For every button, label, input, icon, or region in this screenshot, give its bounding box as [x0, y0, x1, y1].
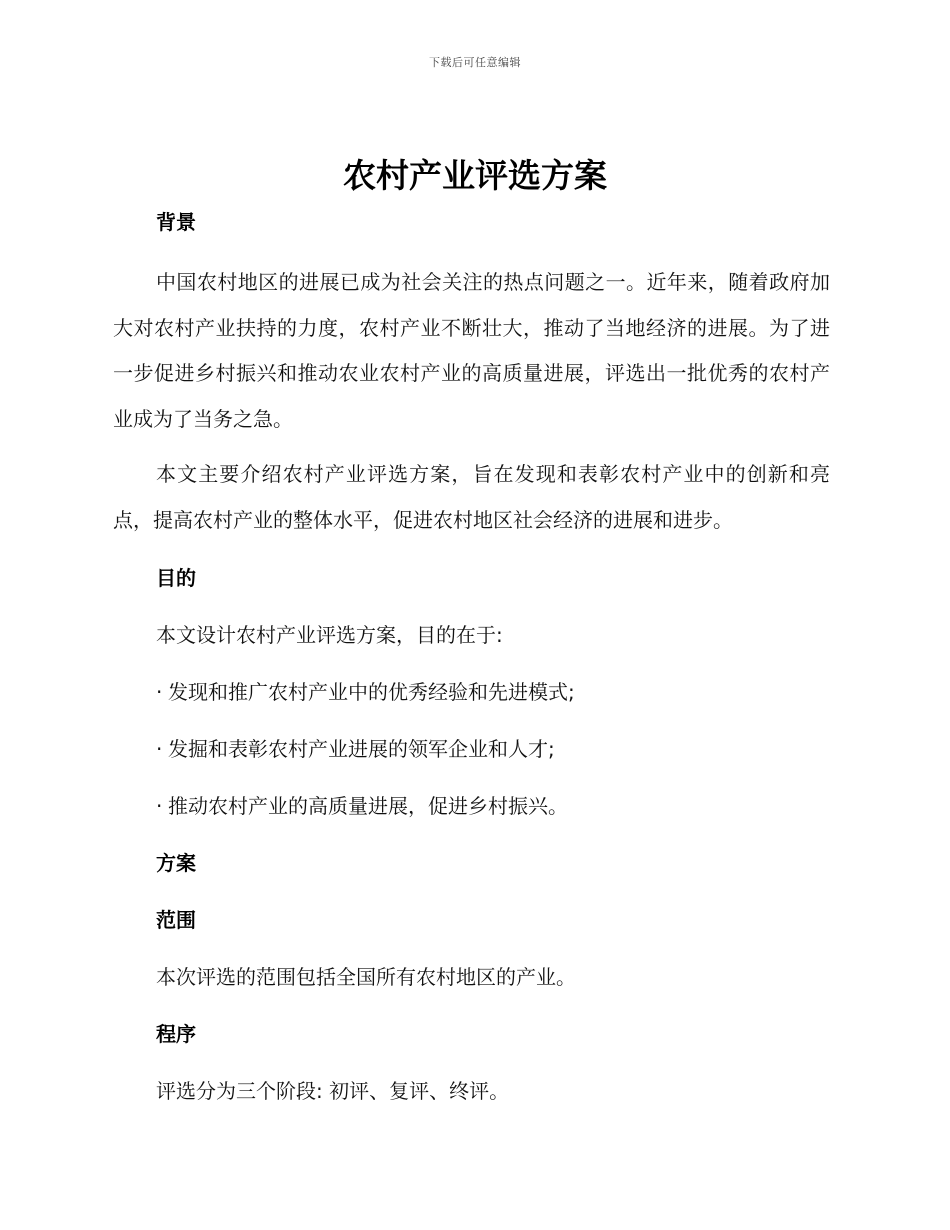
purpose-bullet-item [113, 731, 830, 767]
purpose-bullet-text: 发现和推广农村产业中的优秀经验和先进模式; [168, 680, 575, 704]
document-body [113, 204, 830, 1109]
page-header: 下载后可任意编辑 [429, 56, 521, 69]
procedure-text: 评选分为三个阶段: 初评、复评、终评。 [156, 1079, 510, 1103]
background-paragraph-1: 中国农村地区的进展已成为社会关注的热点问题之一。近年来，随着政府加大对农村产业扶持的力度，农村产业不断壮大，推动了当地经济的进展。为了进一步促进乡村振兴和推动农业农村产业的高质量进展，评选出一批优秀的农村产业成为了当务之急。 [113, 270, 830, 431]
background-paragraph-2: 本文主要介绍农村产业评选方案，旨在发现和表彰农村产业中的创新和亮点，提高农村产业的整体水平，促进农村地区社会经济的进展和进步。 [113, 462, 830, 532]
section-heading-purpose: 目的 [156, 566, 196, 590]
bullet-mark: · [156, 680, 163, 704]
bullet-mark: · [156, 737, 163, 761]
purpose-bullet-list [113, 674, 830, 824]
purpose-bullet-item [113, 788, 830, 824]
purpose-bullet-item [113, 674, 830, 710]
purpose-bullet-text: 发掘和表彰农村产业进展的领军企业和人才; [168, 737, 555, 761]
bullet-mark: · [156, 794, 163, 818]
section-heading-procedure: 程序 [156, 1022, 196, 1046]
section-heading-plan: 方案 [156, 851, 196, 875]
scope-text: 本次评选的范围包括全国所有农村地区的产业。 [156, 965, 576, 989]
document-title: 农村产业评选方案 [343, 156, 607, 195]
purpose-intro: 本文设计农村产业评选方案，目的在于: [156, 623, 503, 647]
section-heading-background: 背景 [156, 210, 196, 234]
purpose-bullet-text: 推动农村产业的高质量进展，促进乡村振兴。 [168, 794, 568, 818]
section-heading-scope: 范围 [156, 908, 196, 932]
